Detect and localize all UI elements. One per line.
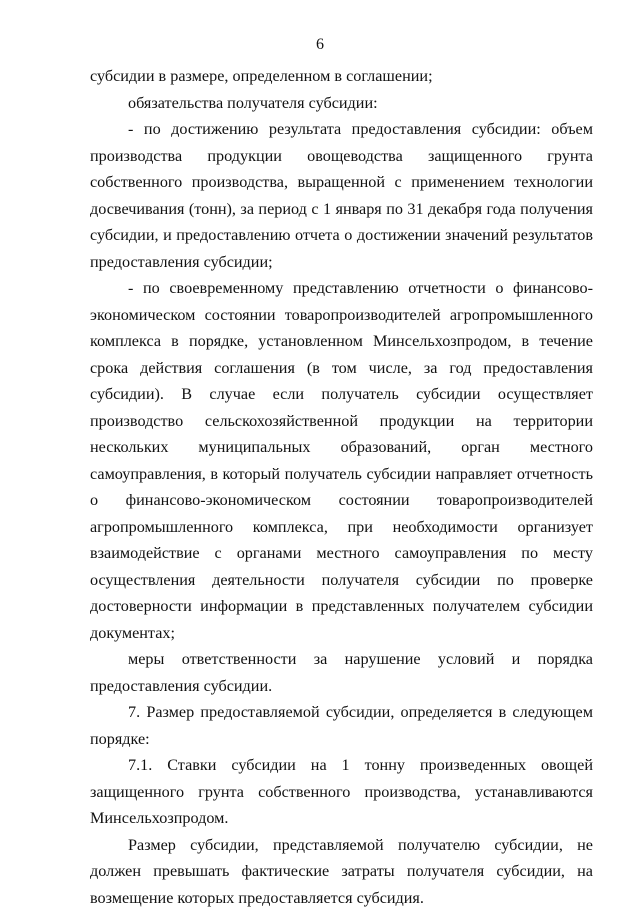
paragraph-continuation: субсидии в размере, определенном в соглашении; — [90, 63, 593, 90]
document-body — [90, 63, 593, 911]
paragraph-section-7-1: 7.1. Ставки субсидии на 1 тонну произведенных овощей защищенного грунта собственного производства, устанавливаются Минсельхозпродом. — [90, 752, 593, 832]
paragraph-liability: меры ответственности за нарушение условий и порядка предоставления субсидии. — [90, 646, 593, 699]
paragraph-section-7: 7. Размер предоставляемой субсидии, определяется в следующем порядке: — [90, 699, 593, 752]
paragraph-obligation-reporting: - по своевременному представлению отчетности о финансово-экономическом состоянии товаропроизводителей агропромышленного комплекса в порядке, установленном Минсельхозпродом, в течение срока действия соглашения (в том числе, за год предоставления субсидии). В случае если получатель субсидии осуществляет производство сельскохозяйственной продукции на территории нескольких муниципальных образований, орган местного самоуправления, в который получатель субсидии направляет отчетность о финансово-экономическом состоянии товаропроизводителей агропромышленного комплекса, при необходимости организует взаимодействие с органами местного самоуправления по месту осуществления деятельности получателя субсидии по проверке достоверности информации в представленных получателем субсидии документах; — [90, 275, 593, 646]
paragraph-obligation-result: - по достижению результата предоставления субсидии: объем производства продукции овощеводства защищенного грунта собственного производства, выращенной с применением технологии досвечивания (тонн), за период с 1 января по 31 декабря года получения субсидии, и предоставлению отчета о достижении значений результатов предоставления субсидии; — [90, 116, 593, 275]
paragraph-obligations-heading: обязательства получателя субсидии: — [90, 90, 593, 117]
page-number: 6 — [0, 36, 640, 54]
paragraph-subsidy-limit: Размер субсидии, представляемой получателю субсидии, не должен превышать фактические затраты получателя субсидии, на возмещение которых предоставляется субсидия. — [90, 832, 593, 911]
